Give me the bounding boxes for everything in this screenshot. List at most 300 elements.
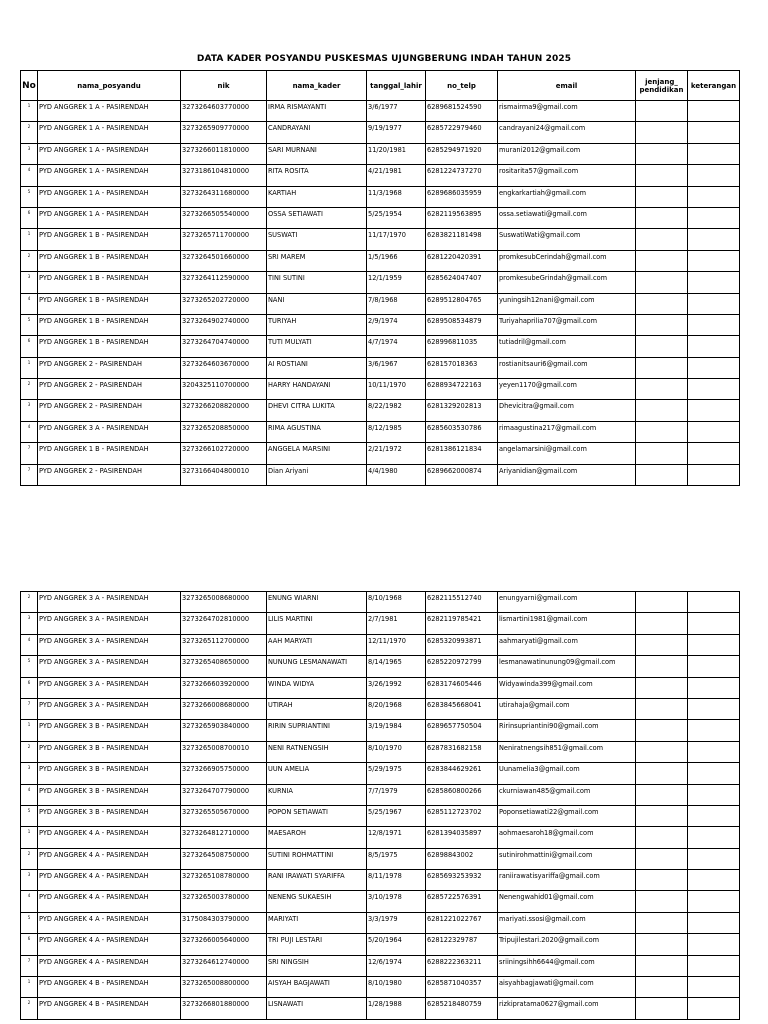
row-email: Ririnsupriantini90@gmail.com — [498, 720, 636, 741]
row-nama-posyandu: PYD ANGGREK 1 A - PASIRENDAH — [38, 122, 181, 143]
row-email: Neniratnengsih851@gmail.com — [498, 741, 636, 762]
row-jenjang-pendidikan — [636, 229, 688, 250]
row-nik: 3273266905750000 — [181, 763, 267, 784]
row-no-telp: 6285624047407 — [426, 272, 498, 293]
row-no-telp: 6289662000874 — [426, 464, 498, 485]
row-nik: 3273265903840000 — [181, 720, 267, 741]
row-number: 7 — [21, 955, 38, 976]
row-tanggal-lahir: 2/7/1981 — [367, 613, 426, 634]
row-number: 1 — [21, 720, 38, 741]
row-email: SuswatiWati@gmail.com — [498, 229, 636, 250]
table-row — [21, 186, 740, 207]
row-nama-kader: TINI SUTINI — [267, 272, 367, 293]
row-tanggal-lahir: 4/7/1974 — [367, 336, 426, 357]
row-jenjang-pendidikan — [636, 443, 688, 464]
row-nama-kader: NENENG SUKAESIH — [267, 891, 367, 912]
row-jenjang-pendidikan — [636, 977, 688, 998]
row-number: 7 — [21, 443, 38, 464]
row-email: murani2012@gmail.com — [498, 143, 636, 164]
row-no-telp: 6287831682158 — [426, 741, 498, 762]
row-nama-posyandu: PYD ANGGREK 4 A - PASIRENDAH — [38, 891, 181, 912]
row-nama-kader: KARTIAH — [267, 186, 367, 207]
row-nama-posyandu: PYD ANGGREK 4 A - PASIRENDAH — [38, 827, 181, 848]
row-email: raniirawatisyariffa@gmail.com — [498, 870, 636, 891]
row-number: 3 — [21, 143, 38, 164]
row-keterangan — [688, 955, 740, 976]
row-nama-posyandu: PYD ANGGREK 3 B - PASIRENDAH — [38, 805, 181, 826]
row-jenjang-pendidikan — [636, 272, 688, 293]
row-email: rimaagustina217@gmail.com — [498, 421, 636, 442]
row-no-telp: 6285294971920 — [426, 143, 498, 164]
row-no-telp: 6288934722163 — [426, 379, 498, 400]
table-row — [21, 250, 740, 271]
row-keterangan — [688, 805, 740, 826]
row-nama-kader: IRMA RISMAYANTI — [267, 101, 367, 122]
row-nama-kader: SARI MURNANI — [267, 143, 367, 164]
header-row — [21, 71, 740, 101]
table-row — [21, 421, 740, 442]
table-row — [21, 443, 740, 464]
row-jenjang-pendidikan — [636, 998, 688, 1019]
row-jenjang-pendidikan — [636, 763, 688, 784]
row-tanggal-lahir: 11/3/1968 — [367, 186, 426, 207]
row-number: 1 — [21, 229, 38, 250]
row-jenjang-pendidikan — [636, 250, 688, 271]
table-row — [21, 741, 740, 762]
row-number: 3 — [21, 272, 38, 293]
row-nama-kader: TRI PUJI LESTARI — [267, 934, 367, 955]
row-keterangan — [688, 656, 740, 677]
row-jenjang-pendidikan — [636, 848, 688, 869]
row-number: 2 — [21, 379, 38, 400]
table-row — [21, 827, 740, 848]
row-nama-kader: TURIYAH — [267, 314, 367, 335]
table-row — [21, 763, 740, 784]
row-nama-kader: LISNAWATI — [267, 998, 367, 1019]
table-row — [21, 634, 740, 655]
row-nik: 3273266208820000 — [181, 400, 267, 421]
row-nama-posyandu: PYD ANGGREK 1 B - PASIRENDAH — [38, 336, 181, 357]
row-tanggal-lahir: 7/8/1968 — [367, 293, 426, 314]
row-number: 5 — [21, 656, 38, 677]
row-jenjang-pendidikan — [636, 741, 688, 762]
table-row — [21, 165, 740, 186]
row-jenjang-pendidikan — [636, 400, 688, 421]
row-tanggal-lahir: 5/25/1967 — [367, 805, 426, 826]
table-row — [21, 314, 740, 335]
row-tanggal-lahir: 8/22/1982 — [367, 400, 426, 421]
row-tanggal-lahir: 2/21/1972 — [367, 443, 426, 464]
row-nama-posyandu: PYD ANGGREK 4 B - PASIRENDAH — [38, 977, 181, 998]
row-number: 2 — [21, 250, 38, 271]
row-nama-posyandu: PYD ANGGREK 1 B - PASIRENDAH — [38, 272, 181, 293]
row-tanggal-lahir: 3/26/1992 — [367, 677, 426, 698]
row-no-telp: 6285112723702 — [426, 805, 498, 826]
row-nik: 3273264501660000 — [181, 250, 267, 271]
row-email: lismartini1981@gmail.com — [498, 613, 636, 634]
row-tanggal-lahir: 8/11/1978 — [367, 870, 426, 891]
row-jenjang-pendidikan — [636, 955, 688, 976]
row-jenjang-pendidikan — [636, 698, 688, 719]
row-email: aahmaryati@gmail.com — [498, 634, 636, 655]
row-nama-posyandu: PYD ANGGREK 3 A - PASIRENDAH — [38, 656, 181, 677]
table-row — [21, 336, 740, 357]
row-nama-kader: WINDA WIDYA — [267, 677, 367, 698]
row-keterangan — [688, 250, 740, 271]
row-nama-posyandu: PYD ANGGREK 1 B - PASIRENDAH — [38, 250, 181, 271]
row-jenjang-pendidikan — [636, 293, 688, 314]
row-keterangan — [688, 827, 740, 848]
table-row — [21, 698, 740, 719]
header-nama-kader: nama_kader — [267, 71, 367, 101]
row-jenjang-pendidikan — [636, 934, 688, 955]
row-number: 4 — [21, 784, 38, 805]
row-jenjang-pendidikan — [636, 613, 688, 634]
row-no-telp: 628996811035 — [426, 336, 498, 357]
row-nama-posyandu: PYD ANGGREK 3 A - PASIRENDAH — [38, 421, 181, 442]
row-tanggal-lahir: 4/4/1980 — [367, 464, 426, 485]
row-nik: 3175084303790000 — [181, 912, 267, 933]
row-nama-posyandu: PYD ANGGREK 3 A - PASIRENDAH — [38, 613, 181, 634]
row-no-telp: 6283844629261 — [426, 763, 498, 784]
row-number: 5 — [21, 805, 38, 826]
row-number: 5 — [21, 314, 38, 335]
table-row — [21, 379, 740, 400]
header-tanggal-lahir: tanggal_lahir — [367, 71, 426, 101]
row-no-telp: 6285871040357 — [426, 977, 498, 998]
row-email: sriiningsihh6644@gmail.com — [498, 955, 636, 976]
row-number: 1 — [21, 977, 38, 998]
row-keterangan — [688, 400, 740, 421]
row-number: 2 — [21, 122, 38, 143]
row-nik: 3273265003780000 — [181, 891, 267, 912]
row-jenjang-pendidikan — [636, 592, 688, 613]
row-nik: 3273264612740000 — [181, 955, 267, 976]
row-nama-posyandu: PYD ANGGREK 4 A - PASIRENDAH — [38, 934, 181, 955]
table-row — [21, 912, 740, 933]
row-tanggal-lahir: 1/28/1988 — [367, 998, 426, 1019]
row-email: candrayani24@gmail.com — [498, 122, 636, 143]
row-number: 2 — [21, 741, 38, 762]
table-row — [21, 357, 740, 378]
row-email: aisyahbagjawati@gmail.com — [498, 977, 636, 998]
row-email: sutinirohmattini@gmail.com — [498, 848, 636, 869]
row-email: promkesubeGrindah@gmail.com — [498, 272, 636, 293]
row-nama-posyandu: PYD ANGGREK 1 A - PASIRENDAH — [38, 186, 181, 207]
row-nama-posyandu: PYD ANGGREK 3 B - PASIRENDAH — [38, 741, 181, 762]
kader-table-top — [20, 70, 740, 486]
row-nik: 3273266102720000 — [181, 443, 267, 464]
row-no-telp: 6285860800266 — [426, 784, 498, 805]
header-keterangan: keterangan — [688, 71, 740, 101]
row-nama-kader: TUTI MULYATI — [267, 336, 367, 357]
row-tanggal-lahir: 11/17/1970 — [367, 229, 426, 250]
row-keterangan — [688, 891, 740, 912]
row-nik: 3273264508750000 — [181, 848, 267, 869]
row-email: enungyarni@gmail.com — [498, 592, 636, 613]
table-row — [21, 805, 740, 826]
row-nama-kader: RANI IRAWATI SYARIFFA — [267, 870, 367, 891]
row-nama-kader: UUN AMELIA — [267, 763, 367, 784]
table-row — [21, 656, 740, 677]
row-number: 4 — [21, 165, 38, 186]
row-jenjang-pendidikan — [636, 379, 688, 400]
row-number: 5 — [21, 186, 38, 207]
row-tanggal-lahir: 9/19/1977 — [367, 122, 426, 143]
row-jenjang-pendidikan — [636, 314, 688, 335]
row-nik: 3273264603670000 — [181, 357, 267, 378]
row-no-telp: 628122329787 — [426, 934, 498, 955]
row-keterangan — [688, 186, 740, 207]
row-keterangan — [688, 421, 740, 442]
row-nama-kader: ANGGELA MARSINI — [267, 443, 367, 464]
row-jenjang-pendidikan — [636, 336, 688, 357]
row-email: utirahaja@gmail.com — [498, 698, 636, 719]
table-row — [21, 870, 740, 891]
table-row — [21, 677, 740, 698]
row-keterangan — [688, 741, 740, 762]
row-number: 1 — [21, 357, 38, 378]
row-no-telp: 6285218480759 — [426, 998, 498, 1019]
table-row — [21, 998, 740, 1019]
row-tanggal-lahir: 8/14/1965 — [367, 656, 426, 677]
row-nik: 3273264112590000 — [181, 272, 267, 293]
row-nama-kader: ENUNG WIARNI — [267, 592, 367, 613]
row-tanggal-lahir: 3/10/1978 — [367, 891, 426, 912]
row-jenjang-pendidikan — [636, 870, 688, 891]
row-email: Uunamelia3@gmail.com — [498, 763, 636, 784]
row-email: Poponsetiawati22@gmail.com — [498, 805, 636, 826]
row-jenjang-pendidikan — [636, 165, 688, 186]
row-keterangan — [688, 870, 740, 891]
row-keterangan — [688, 784, 740, 805]
row-nama-kader: AI ROSTIANI — [267, 357, 367, 378]
row-jenjang-pendidikan — [636, 122, 688, 143]
row-keterangan — [688, 314, 740, 335]
row-no-telp: 62898843002 — [426, 848, 498, 869]
row-nama-posyandu: PYD ANGGREK 3 A - PASIRENDAH — [38, 592, 181, 613]
row-nik: 3273266603920000 — [181, 677, 267, 698]
row-email: rostianitsauri6@gmail.com — [498, 357, 636, 378]
row-no-telp: 6283821181498 — [426, 229, 498, 250]
row-nik: 3273264702810000 — [181, 613, 267, 634]
row-nama-kader: AISYAH BAGJAWATI — [267, 977, 367, 998]
row-nik: 3273266008680000 — [181, 698, 267, 719]
row-nama-kader: SRI MAREM — [267, 250, 367, 271]
row-jenjang-pendidikan — [636, 805, 688, 826]
header-no-telp: no_telp — [426, 71, 498, 101]
row-jenjang-pendidikan — [636, 421, 688, 442]
row-nama-kader: KURNIA — [267, 784, 367, 805]
header-no: No — [21, 71, 38, 101]
row-jenjang-pendidikan — [636, 784, 688, 805]
row-nama-posyandu: PYD ANGGREK 1 B - PASIRENDAH — [38, 314, 181, 335]
row-nik: 3273265008800000 — [181, 977, 267, 998]
row-number: 4 — [21, 421, 38, 442]
row-tanggal-lahir: 3/6/1967 — [367, 357, 426, 378]
row-number: 6 — [21, 207, 38, 228]
row-no-telp: 6283174605446 — [426, 677, 498, 698]
row-nik: 3273265505670000 — [181, 805, 267, 826]
row-nik: 3273264812710000 — [181, 827, 267, 848]
table-row — [21, 613, 740, 634]
row-tanggal-lahir: 8/10/1970 — [367, 741, 426, 762]
row-jenjang-pendidikan — [636, 891, 688, 912]
row-number: 3 — [21, 870, 38, 891]
row-email: promkesubCerindah@gmail.com — [498, 250, 636, 271]
row-email: rositarita57@gmail.com — [498, 165, 636, 186]
row-keterangan — [688, 143, 740, 164]
row-nama-posyandu: PYD ANGGREK 3 A - PASIRENDAH — [38, 677, 181, 698]
row-number: 6 — [21, 677, 38, 698]
row-number: 3 — [21, 400, 38, 421]
row-tanggal-lahir: 5/20/1964 — [367, 934, 426, 955]
row-keterangan — [688, 720, 740, 741]
row-email: tutiadril@gmail.com — [498, 336, 636, 357]
row-keterangan — [688, 912, 740, 933]
row-no-telp: 6285220972799 — [426, 656, 498, 677]
row-nama-posyandu: PYD ANGGREK 4 A - PASIRENDAH — [38, 912, 181, 933]
row-nama-kader: LILIS MARTINI — [267, 613, 367, 634]
row-jenjang-pendidikan — [636, 186, 688, 207]
row-nik: 3273265008680000 — [181, 592, 267, 613]
row-nik: 3273265208850000 — [181, 421, 267, 442]
row-nama-kader: AAH MARYATI — [267, 634, 367, 655]
row-tanggal-lahir: 10/11/1970 — [367, 379, 426, 400]
row-keterangan — [688, 443, 740, 464]
row-nama-kader: RIRIN SUPRIANTINI — [267, 720, 367, 741]
table-row — [21, 464, 740, 485]
row-nik: 3273265108780000 — [181, 870, 267, 891]
row-nama-posyandu: PYD ANGGREK 3 B - PASIRENDAH — [38, 763, 181, 784]
row-jenjang-pendidikan — [636, 677, 688, 698]
row-email: ossa.setiawati@gmail.com — [498, 207, 636, 228]
table-row — [21, 977, 740, 998]
row-no-telp: 6285693253932 — [426, 870, 498, 891]
row-tanggal-lahir: 8/10/1968 — [367, 592, 426, 613]
row-nik: 3273265202720000 — [181, 293, 267, 314]
row-email: rizkipratama0627@gmail.com — [498, 998, 636, 1019]
row-keterangan — [688, 101, 740, 122]
row-jenjang-pendidikan — [636, 207, 688, 228]
row-nama-posyandu: PYD ANGGREK 2 - PASIRENDAH — [38, 379, 181, 400]
table-row — [21, 784, 740, 805]
row-email: engkarkartiah@gmail.com — [498, 186, 636, 207]
row-no-telp: 6289657750504 — [426, 720, 498, 741]
row-nama-posyandu: PYD ANGGREK 3 A - PASIRENDAH — [38, 634, 181, 655]
row-nama-posyandu: PYD ANGGREK 1 A - PASIRENDAH — [38, 143, 181, 164]
row-tanggal-lahir: 3/6/1977 — [367, 101, 426, 122]
table-row — [21, 293, 740, 314]
row-nik: 3273264704740000 — [181, 336, 267, 357]
row-jenjang-pendidikan — [636, 101, 688, 122]
row-jenjang-pendidikan — [636, 357, 688, 378]
table-row — [21, 720, 740, 741]
row-tanggal-lahir: 1/5/1966 — [367, 250, 426, 271]
table-row — [21, 592, 740, 613]
table-row — [21, 934, 740, 955]
row-no-telp: 6281386121834 — [426, 443, 498, 464]
row-email: Turiyahaprilia707@gmail.com — [498, 314, 636, 335]
row-number: 7 — [21, 698, 38, 719]
row-nik: 3273265008700010 — [181, 741, 267, 762]
row-nik: 3273264311680000 — [181, 186, 267, 207]
row-tanggal-lahir: 8/10/1980 — [367, 977, 426, 998]
row-nama-posyandu: PYD ANGGREK 1 B - PASIRENDAH — [38, 229, 181, 250]
row-nik: 3273265112700000 — [181, 634, 267, 655]
row-nama-posyandu: PYD ANGGREK 1 A - PASIRENDAH — [38, 207, 181, 228]
header-nik: nik — [181, 71, 267, 101]
row-no-telp: 6281394035897 — [426, 827, 498, 848]
row-nama-kader: UTIRAH — [267, 698, 367, 719]
row-tanggal-lahir: 4/21/1981 — [367, 165, 426, 186]
row-no-telp: 6283845668041 — [426, 698, 498, 719]
row-number: 3 — [21, 763, 38, 784]
row-nama-kader: NENI RATNENGSIH — [267, 741, 367, 762]
row-no-telp: 6281224737270 — [426, 165, 498, 186]
row-number: 1 — [21, 827, 38, 848]
row-number: 4 — [21, 891, 38, 912]
row-tanggal-lahir: 12/6/1974 — [367, 955, 426, 976]
row-email: lesmanawatinunung09@gmail.com — [498, 656, 636, 677]
row-nik: 3273264902740000 — [181, 314, 267, 335]
row-email: Tripujilestari.2020@gmail.com — [498, 934, 636, 955]
table-row — [21, 229, 740, 250]
row-nama-kader: SUTINI ROHMATTINI — [267, 848, 367, 869]
row-nama-kader: DHEVI CITRA LUKITA — [267, 400, 367, 421]
row-keterangan — [688, 848, 740, 869]
row-tanggal-lahir: 8/5/1975 — [367, 848, 426, 869]
row-number: 2 — [21, 848, 38, 869]
row-keterangan — [688, 998, 740, 1019]
table-row — [21, 955, 740, 976]
row-number: 2 — [21, 998, 38, 1019]
row-number: 7 — [21, 464, 38, 485]
header-email: email — [498, 71, 636, 101]
row-keterangan — [688, 613, 740, 634]
row-email: Nenengwahid01@gmail.com — [498, 891, 636, 912]
row-nama-posyandu: PYD ANGGREK 4 A - PASIRENDAH — [38, 870, 181, 891]
row-nama-kader: MAESAROH — [267, 827, 367, 848]
row-nik: 3273266005640000 — [181, 934, 267, 955]
row-keterangan — [688, 336, 740, 357]
row-number: 4 — [21, 634, 38, 655]
row-email: mariyati.ssosi@gmail.com — [498, 912, 636, 933]
row-nik: 3273265408650000 — [181, 656, 267, 677]
row-tanggal-lahir: 8/12/1985 — [367, 421, 426, 442]
row-nama-posyandu: PYD ANGGREK 2 - PASIRENDAH — [38, 400, 181, 421]
row-nama-posyandu: PYD ANGGREK 1 A - PASIRENDAH — [38, 101, 181, 122]
row-tanggal-lahir: 5/25/1954 — [367, 207, 426, 228]
header-jenjang-pendidikan: jenjang_ pendidikan — [636, 71, 688, 101]
row-jenjang-pendidikan — [636, 143, 688, 164]
row-tanggal-lahir: 12/8/1971 — [367, 827, 426, 848]
row-no-telp: 6285320993871 — [426, 634, 498, 655]
row-number: 1 — [21, 101, 38, 122]
row-keterangan — [688, 165, 740, 186]
row-number: 2 — [21, 592, 38, 613]
row-keterangan — [688, 357, 740, 378]
row-no-telp: 628157018363 — [426, 357, 498, 378]
row-keterangan — [688, 592, 740, 613]
row-no-telp: 6282115512740 — [426, 592, 498, 613]
row-keterangan — [688, 379, 740, 400]
row-email: Dhevicitra@gmail.com — [498, 400, 636, 421]
row-nama-kader: HARRY HANDAYANI — [267, 379, 367, 400]
row-nama-kader: MARIYATI — [267, 912, 367, 933]
row-no-telp: 6285722979460 — [426, 122, 498, 143]
row-tanggal-lahir: 8/20/1968 — [367, 698, 426, 719]
